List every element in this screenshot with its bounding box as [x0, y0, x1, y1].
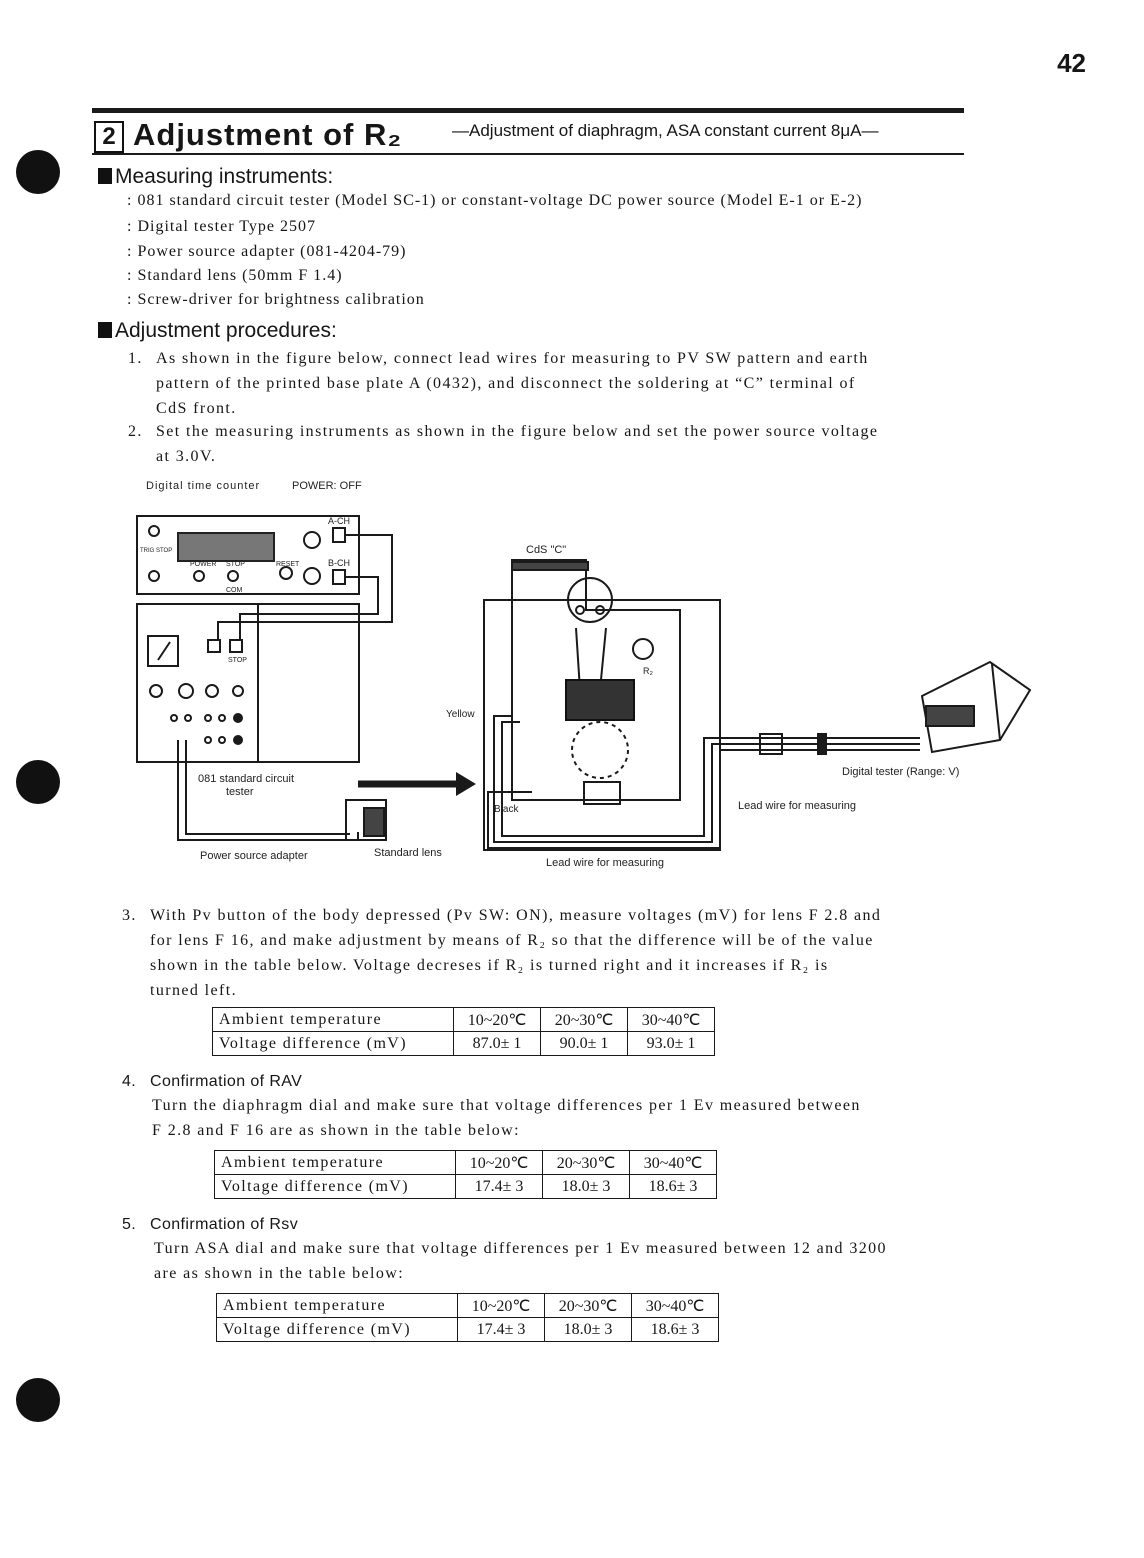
- voltage-table-rav: [214, 1150, 717, 1199]
- table-cell: Ambient temperature: [213, 1008, 454, 1032]
- step-text: F 2.8 and F 16 are as shown in the table below:: [152, 1122, 520, 1139]
- section-subtitle: —Adjustment of diaphragm, ASA constant current 8μA—: [452, 121, 879, 140]
- power-switch: [194, 571, 204, 581]
- table-row: [217, 1294, 719, 1318]
- lens-label: Standard lens: [374, 847, 442, 859]
- step-text: CdS front.: [156, 400, 237, 417]
- power-label: POWER: [190, 561, 217, 568]
- step-text: are as shown in the table below:: [154, 1265, 405, 1282]
- step-text: Turn the diaphragm dial and make sure that voltage differences per 1 Ev measured between: [152, 1097, 861, 1114]
- table-cell: Voltage difference (mV): [213, 1032, 454, 1056]
- digital-tester-label: Digital tester (Range: V): [842, 766, 960, 778]
- black-label: Black: [494, 804, 519, 815]
- stp-label: STOP: [228, 657, 247, 664]
- binder-hole: [16, 1378, 60, 1422]
- table-cell: 93.0± 1: [628, 1032, 715, 1056]
- trig-stop-label: TRIG STOP: [140, 548, 173, 554]
- tester-label: 081 standard circuit: [198, 773, 294, 785]
- counter-display: [178, 533, 274, 561]
- b-ch-jack: [333, 570, 345, 584]
- table-row: [215, 1151, 717, 1175]
- instrument-item: : Standard lens (50mm F 1.4): [127, 267, 343, 284]
- table-cell: 10~20℃: [458, 1294, 545, 1318]
- table-cell: 18.6± 3: [632, 1318, 719, 1342]
- step-5: [122, 1216, 887, 1286]
- procedures-heading-text: Adjustment procedures:: [115, 319, 337, 342]
- step-number: 4.: [122, 1073, 137, 1090]
- table-cell: 18.6± 3: [630, 1175, 717, 1199]
- counter-caption: Digital time counter: [146, 480, 261, 492]
- table-row: [213, 1008, 715, 1032]
- power-caption: POWER: OFF: [292, 480, 362, 492]
- table-cell: 87.0± 1: [454, 1032, 541, 1056]
- knob-icon: [149, 571, 159, 581]
- a-ch-jack: [333, 528, 345, 542]
- step-title: Confirmation of Rsv: [150, 1216, 299, 1233]
- step-3: [122, 903, 881, 1003]
- table-cell: 10~20℃: [456, 1151, 543, 1175]
- instrument-item: : Screw-driver for brightness calibration: [127, 291, 425, 308]
- tester-knob: [206, 685, 218, 697]
- b-ch-dial: [304, 568, 320, 584]
- measuring-heading-text: Measuring instruments:: [115, 165, 334, 188]
- section-number: 2: [94, 121, 124, 153]
- table-cell: 17.4± 3: [456, 1175, 543, 1199]
- step-text: at 3.0V.: [156, 448, 217, 465]
- tester-knob: [233, 686, 243, 696]
- table-cell: 17.4± 3: [458, 1318, 545, 1342]
- cds-opening: [572, 722, 628, 778]
- cds-strip: [512, 562, 588, 570]
- table-cell: 20~30℃: [545, 1294, 632, 1318]
- step-text: With Pv button of the body depressed (Pv SW: ON), measure voltages (mV) for lens F 2.8 and: [150, 907, 882, 924]
- heat-sink: [566, 680, 634, 720]
- a-ch-dial: [304, 532, 320, 548]
- stop-switch: [228, 571, 238, 581]
- tester-knob: [179, 684, 193, 698]
- cds-label: CdS "C": [526, 544, 567, 556]
- r2-label: R₂: [643, 666, 653, 676]
- page-number: 42: [1057, 48, 1086, 78]
- adapter-label: Power source adapter: [200, 850, 308, 862]
- section-title: Adjustment of R₂: [133, 117, 403, 152]
- reset-button: [280, 567, 292, 579]
- step-text: for lens F 16, and make adjustment by means of R₂ so that the difference will be of the value: [150, 932, 874, 949]
- trig-stop-knob: [149, 526, 159, 536]
- b-ch-wire: [240, 577, 378, 640]
- step-number: 2.: [128, 423, 143, 440]
- table-cell: Ambient temperature: [215, 1151, 456, 1175]
- step-4: [122, 1073, 861, 1143]
- adapter-wire: [178, 740, 358, 840]
- tester-terminal: [230, 640, 242, 652]
- tester-terminal: [208, 640, 220, 652]
- table-cell: 18.0± 3: [545, 1318, 632, 1342]
- table-cell: 90.0± 1: [541, 1032, 628, 1056]
- instrument-item: : Digital tester Type 2507: [127, 218, 316, 235]
- standard-circuit-tester: [137, 604, 359, 762]
- step-text: pattern of the printed base plate A (0432), and disconnect the soldering at “C” terminal of: [156, 375, 856, 392]
- lead-wire-label: Lead wire for measuring: [546, 857, 665, 869]
- reset-label: RESET: [276, 561, 300, 568]
- instrument-item: : Power source adapter (081-4204-79): [127, 243, 407, 260]
- table-cell: 20~30℃: [543, 1151, 630, 1175]
- com-label: COM: [226, 587, 243, 594]
- lead-wire-label: Lead wire for measuring: [738, 800, 857, 812]
- step-text: shown in the table below. Voltage decreses if R₂ is turned right and it increases if R₂ is: [150, 957, 829, 974]
- a-ch-label: A-CH: [328, 516, 350, 526]
- tester-knob: [150, 685, 162, 697]
- table-row: [215, 1175, 717, 1199]
- b-ch-label: B-CH: [328, 558, 350, 568]
- table-cell: Voltage difference (mV): [217, 1318, 458, 1342]
- table-cell: 30~40℃: [632, 1294, 719, 1318]
- yellow-label: Yellow: [446, 709, 475, 720]
- table-cell: 30~40℃: [630, 1151, 717, 1175]
- instrument-item: : 081 standard circuit tester (Model SC-1) or constant-voltage DC power source (Model E-1 or E-2): [127, 192, 863, 209]
- stop-label: STOP: [226, 561, 245, 568]
- step-text: turned left.: [150, 982, 237, 999]
- tester-label: tester: [226, 786, 254, 798]
- table-cell: 30~40℃: [628, 1008, 715, 1032]
- table-cell: 18.0± 3: [543, 1175, 630, 1199]
- r2-trimmer: [633, 639, 653, 659]
- table-cell: Voltage difference (mV): [215, 1175, 456, 1199]
- step-number: 1.: [128, 350, 143, 367]
- step-number: 5.: [122, 1216, 137, 1233]
- table-row: [217, 1318, 719, 1342]
- table-cell: 10~20℃: [454, 1008, 541, 1032]
- voltage-table-rsv: [216, 1293, 719, 1342]
- step-text: Set the measuring instruments as shown in the figure below and set the power source voltage: [156, 423, 879, 440]
- board-outline: [484, 600, 720, 850]
- voltage-table-r2: [212, 1007, 715, 1056]
- step-text: As shown in the figure below, connect lead wires for measuring to PV SW pattern and earth: [156, 350, 869, 367]
- step-number: 3.: [122, 907, 137, 924]
- step-title: Confirmation of RAV: [150, 1073, 303, 1090]
- table-cell: Ambient temperature: [217, 1294, 458, 1318]
- table-cell: 20~30℃: [541, 1008, 628, 1032]
- step-text: Turn ASA dial and make sure that voltage differences per 1 Ev measured between 12 and 3200: [154, 1240, 887, 1257]
- table-row: [213, 1032, 715, 1056]
